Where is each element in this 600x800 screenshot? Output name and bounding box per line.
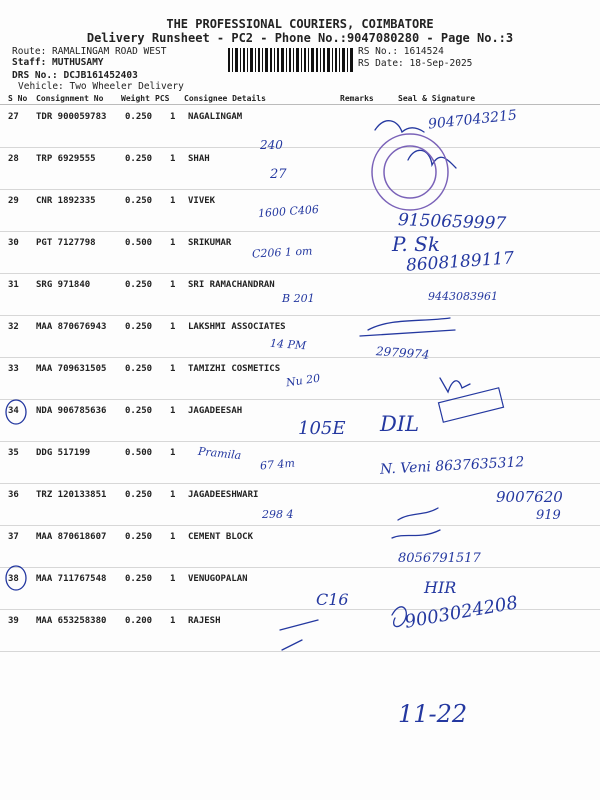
drs-number: DRS No.: DCJB161452403 [12, 70, 138, 81]
row-pcs: 1 [170, 448, 176, 458]
hw-note-31: B 201 [282, 292, 315, 305]
hw-note-38: C16 [316, 590, 349, 609]
col-pcs: PCS [155, 94, 170, 103]
hw-phone-31: 9443083961 [428, 290, 498, 303]
row-consignment: TDR 900059783 [36, 112, 107, 122]
row-sno: 37 [8, 532, 19, 542]
row-pcs: 1 [170, 196, 176, 206]
row-sno: 35 [8, 448, 19, 458]
hw-name-35: Pramila [197, 444, 242, 463]
row-consignee: SRIKUMAR [188, 238, 232, 248]
hw-phone-36b: 919 [536, 508, 561, 523]
shop-stamp [372, 134, 448, 210]
row-sno: 38 [8, 574, 19, 584]
row-consignee: JAGADEESAH [188, 406, 243, 416]
row-weight: 0.250 [125, 280, 153, 290]
hw-note-28a: 240 [260, 138, 283, 152]
row-consignment: PGT 7127798 [36, 238, 96, 248]
strike-39 [280, 620, 318, 650]
row-consignment: MAA 870676943 [36, 322, 107, 332]
staff-label: Staff: MUTHUSAMY [12, 57, 104, 68]
row-consignee: NAGALINGAM [188, 112, 243, 122]
row-weight: 0.250 [125, 490, 153, 500]
hw-phone-30: 8608189117 [405, 248, 515, 276]
col-sno: S No [8, 94, 28, 103]
row-pcs: 1 [170, 406, 176, 416]
row-pcs: 1 [170, 154, 176, 164]
hw-note-32: 14 PM [269, 336, 307, 353]
hw-sign-38: HIR [424, 578, 457, 597]
row-pcs: 1 [170, 364, 176, 374]
row-consignee: TAMIZHI COSMETICS [188, 364, 281, 374]
company-title: THE PROFESSIONAL COURIERS, COIMBATORE [166, 17, 434, 31]
runsheet-subtitle: Delivery Runsheet - PC2 - Phone No.:9047080280 - Page No.:3 [86, 31, 514, 45]
signature-36 [392, 508, 440, 538]
hw-phone-29: 9150659997 [397, 210, 507, 234]
row-sno: 29 [8, 196, 19, 206]
vehicle-label: Vehicle: Two Wheeler Delivery [18, 81, 184, 92]
row-weight: 0.250 [125, 574, 153, 584]
col-remarks: Remarks [340, 94, 374, 103]
hw-footer-note: 11-22 [398, 700, 468, 728]
row-weight: 0.500 [125, 238, 153, 248]
row-consignee: LAKSHMI ASSOCIATES [188, 322, 286, 332]
row-consignee: SRI RAMACHANDRAN [188, 280, 275, 290]
row-weight: 0.250 [125, 322, 153, 332]
hw-note-34: 105E [298, 418, 346, 439]
row-pcs: 1 [170, 322, 176, 332]
row-weight: 0.250 [125, 532, 153, 542]
row-consignment: MAA 653258380 [36, 616, 107, 626]
row-sno: 34 [8, 406, 19, 416]
hw-sign-34: DIL [380, 412, 420, 436]
row-consignee: VENUGOPALAN [188, 574, 248, 584]
row-weight: 0.200 [125, 616, 153, 626]
hw-note-33: Nu 20 [285, 371, 321, 390]
row-weight: 0.500 [125, 448, 153, 458]
signature-27 [375, 121, 424, 132]
col-seal-signature: Seal & Signature [398, 94, 476, 103]
rs-number: RS No.: 1614524 [358, 46, 444, 57]
hw-phone-32: 2979974 [375, 344, 430, 362]
row-pcs: 1 [170, 112, 176, 122]
row-sno: 31 [8, 280, 19, 290]
row-sno: 39 [8, 616, 19, 626]
hw-phone-39: 9003024208 [403, 592, 520, 633]
row-pcs: 1 [170, 574, 176, 584]
row-weight: 0.250 [125, 112, 153, 122]
circle-mark-38 [6, 566, 26, 590]
hw-phone-35: N. Veni 8637635312 [379, 454, 525, 478]
row-consignment: CNR 1892335 [36, 196, 96, 206]
col-weight: Weight [121, 94, 150, 103]
row-consignment: SRG 971840 [36, 280, 91, 290]
row-consignee: CEMENT BLOCK [188, 532, 254, 542]
row-consignment: MAA 709631505 [36, 364, 107, 374]
hw-note-35: 67 4m [259, 456, 296, 473]
hw-note-36: 298 4 [262, 508, 294, 521]
row-sno: 33 [8, 364, 19, 374]
row-consignee: VIVEK [188, 196, 216, 206]
signature-32 [360, 318, 455, 336]
signature-33 [440, 378, 470, 392]
row-weight: 0.250 [125, 364, 153, 374]
route-label: Route: RAMALINGAM ROAD WEST [12, 46, 167, 57]
row-sno: 28 [8, 154, 19, 164]
hw-note-30: C206 1 om [251, 244, 313, 261]
hw-phone-27: 9047043215 [427, 107, 518, 133]
hw-note-29: 1600 C406 [257, 202, 320, 221]
row-pcs: 1 [170, 490, 176, 500]
row-sno: 32 [8, 322, 19, 332]
row-consignment: MAA 870618607 [36, 532, 107, 542]
row-sno: 30 [8, 238, 19, 248]
row-consignment: DDG 517199 [36, 448, 91, 458]
row-pcs: 1 [170, 532, 176, 542]
row-pcs: 1 [170, 616, 176, 626]
col-consignment: Consignment No [36, 94, 104, 103]
row-weight: 0.250 [125, 196, 153, 206]
hw-phone-37: 8056791517 [398, 551, 481, 566]
col-consignee: Consignee Details [184, 94, 266, 103]
row-consignee: RAJESH [188, 616, 221, 626]
row-consignment: MAA 711767548 [36, 574, 107, 584]
row-weight: 0.250 [125, 406, 153, 416]
hw-note-28b: 27 [270, 167, 287, 182]
row-pcs: 1 [170, 280, 176, 290]
circle-mark-34 [6, 400, 26, 424]
row-consignment: TRP 6929555 [36, 154, 96, 164]
row-consignee: SHAH [188, 154, 210, 164]
row-sno: 27 [8, 112, 19, 122]
signature-39 [392, 607, 406, 627]
row-weight: 0.250 [125, 154, 153, 164]
row-consignment: TRZ 120133851 [36, 490, 107, 500]
row-sno: 36 [8, 490, 19, 500]
row-consignee: JAGADEESHWARI [188, 490, 259, 500]
row-pcs: 1 [170, 238, 176, 248]
hw-phone-36a: 9007620 [496, 488, 563, 506]
row-consignment: NDA 906785636 [36, 406, 107, 416]
rs-date: RS Date: 18-Sep-2025 [358, 58, 473, 69]
hw-sign-30: P. Sk [392, 232, 440, 256]
